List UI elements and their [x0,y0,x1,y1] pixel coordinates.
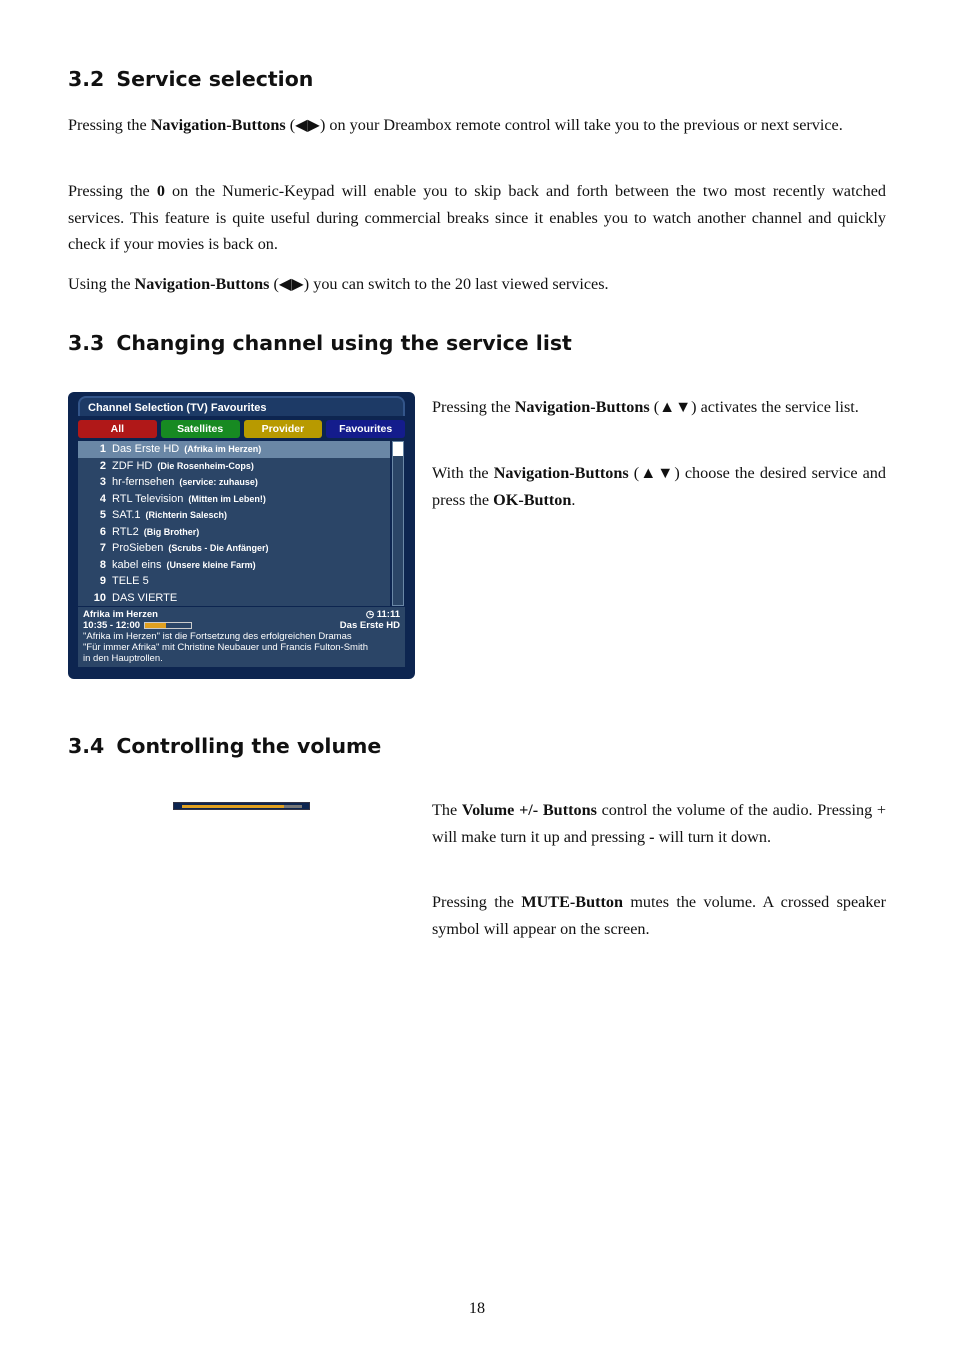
channel-row[interactable] [78,474,390,491]
channel-list [78,441,390,606]
channel-number: 4 [99,492,106,505]
clock: ◷ 11:11 [365,609,400,620]
channel-event: (service: zuhause) [179,477,258,487]
clock-icon: ◷ [365,609,377,620]
channel-row[interactable] [78,441,390,458]
tab-favourites[interactable]: Favourites [326,420,405,438]
channel-event: (Unsere kleine Farm) [166,559,256,570]
description-line: in den Hauptrollen. [83,653,163,664]
color-tabs [78,420,405,438]
channel-number: 6 [99,525,106,538]
channel-number: 2 [99,459,106,472]
channel-row[interactable] [78,491,390,508]
channel-event: (Big Brother) [143,526,200,537]
paragraph: Pressing the Navigation-Buttons (◀▶) on your Dreambox remote control will take you to the previous or next service. [68,116,843,134]
paragraph: With the Navigation-Buttons (▲▼) choose the desired service and press the OK-Button. [432,464,886,509]
paragraph: Pressing the MUTE-Button mutes the volume. A crossed speaker symbol will appear on the screen. [432,893,886,938]
channel-row[interactable] [78,458,390,475]
channel-selection-screenshot [68,392,415,679]
channel-row[interactable] [78,540,390,557]
channel-row[interactable] [78,557,390,574]
channel-row[interactable] [78,573,390,590]
channel-row[interactable] [78,590,390,607]
paragraph: Using the Navigation-Buttons (◀▶) you can switch to the 20 last viewed services. [68,275,609,293]
channel-name: TELE 5 [112,575,149,587]
paragraph: Pressing the Navigation-Buttons (▲▼) activates the service list. [432,398,859,416]
channel-number: 7 [99,542,106,554]
channel-number: 8 [99,558,106,571]
channel-number: 9 [99,575,106,587]
channel-number: 3 [99,476,106,488]
tab-satellites[interactable]: Satellites [161,420,240,438]
channel-number: 5 [99,509,106,521]
paragraph: Pressing the 0 on the Numeric-Keypad will enable you to skip back and forth between the two most recently watched services. This feature is quite useful during commercial breaks since it enables you to watch another channel and quickly check if your movies is back on. [68,182,886,253]
channel-event: (Afrika im Herzen) [184,444,262,454]
channel-number: 10 [93,591,106,604]
description-line: "Für immer Afrika" mit Christine Neubauer und Francis Fulton-Smith [83,642,368,653]
section-heading-3-3: 3.3 Changing channel using the service list [68,331,572,355]
scrollbar-thumb [393,442,403,456]
channel-name: hr-fernsehen [112,476,175,488]
channel-event: (Die Rosenheim-Cops) [157,460,254,471]
paragraph: The Volume +/- Buttons control the volume of the audio. Pressing + will make turn it up and pressing - will turn it down. [432,801,887,846]
channel-row[interactable] [78,524,390,541]
channel-name: Das Erste HD [112,443,180,455]
page-number: 18 [468,1299,486,1317]
channel-name: kabel eins [112,558,162,571]
tab-provider[interactable]: Provider [244,420,323,438]
channel-event: (Scrubs - Die Anfänger) [168,543,269,553]
channel-name: RTL2 [112,525,139,538]
channel-row[interactable] [78,507,390,524]
channel-name: RTL Television [112,492,184,505]
channel-event: (Mitten im Leben!) [188,493,266,504]
channel-number: 1 [99,443,106,455]
screen-title: Channel Selection (TV) Favourites [78,396,405,416]
channel-name: ProSieben [112,542,164,554]
channel-name: ZDF HD [112,459,153,472]
volume-bar [173,802,310,810]
scrollbar [392,441,404,606]
description-line: "Afrika im Herzen" ist die Fortsetzung des erfolgreichen Dramas [83,631,352,642]
volume-level [182,805,284,808]
section-heading-3-4: 3.4 Controlling the volume [68,734,382,758]
event-time: 10:35 - 12:00 [83,620,141,631]
channel-name: Das Erste HD [339,620,400,631]
event-progress-bar [144,622,192,629]
event-title: Afrika im Herzen [83,609,158,620]
event-info-panel [78,607,405,667]
channel-name: DAS VIERTE [112,591,178,604]
channel-name: SAT.1 [112,509,141,521]
tab-all[interactable]: All [78,420,157,438]
channel-event: (Richterin Salesch) [145,510,228,520]
section-heading-3-2: 3.2 Service selection [68,67,314,91]
